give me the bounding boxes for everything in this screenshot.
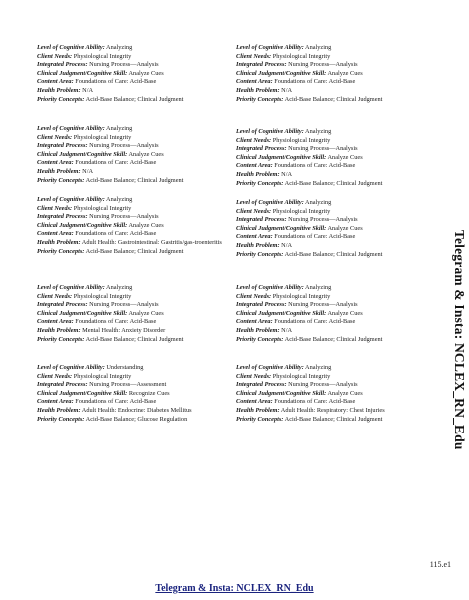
field-needs xyxy=(37,53,237,62)
field-label-judgment: Clinical Judgment/Cognitive Skill: xyxy=(37,69,128,77)
field-label-problem: Health Problem: xyxy=(37,167,81,175)
field-area xyxy=(37,318,237,327)
field-value-judgment: Analyze Cues xyxy=(327,224,363,232)
field-cognitive xyxy=(37,125,237,134)
field-label-problem: Health Problem: xyxy=(236,170,280,178)
field-label-concepts: Priority Concepts: xyxy=(236,335,284,343)
field-process xyxy=(236,301,436,310)
field-concepts xyxy=(37,248,237,257)
field-value-area: Foundations of Care: Acid-Base xyxy=(75,159,157,167)
field-needs xyxy=(236,137,436,146)
field-needs xyxy=(37,205,237,214)
rationale-block-6 xyxy=(236,199,436,259)
field-value-process: Nursing Process—Analysis xyxy=(89,61,159,69)
field-value-area: Foundations of Care: Acid-Base xyxy=(274,233,356,241)
field-label-process: Integrated Process: xyxy=(236,216,287,224)
field-value-needs: Physiological Integrity xyxy=(272,372,331,380)
field-label-cognitive: Level of Cognitive Ability: xyxy=(236,364,304,371)
field-label-judgment: Clinical Judgment/Cognitive Skill: xyxy=(236,224,327,232)
field-label-cognitive: Level of Cognitive Ability: xyxy=(236,199,304,206)
field-label-process: Integrated Process: xyxy=(236,301,287,309)
field-label-problem: Health Problem: xyxy=(37,86,81,94)
field-problem xyxy=(236,407,436,416)
field-value-problem: N/A xyxy=(281,326,292,334)
field-label-concepts: Priority Concepts: xyxy=(37,176,85,184)
field-area xyxy=(37,159,237,168)
field-judgment xyxy=(236,70,436,79)
field-problem xyxy=(236,87,436,96)
field-judgment xyxy=(37,151,237,160)
field-process xyxy=(236,381,436,390)
field-value-needs: Physiological Integrity xyxy=(272,207,331,215)
field-concepts xyxy=(236,180,436,189)
field-concepts xyxy=(236,96,436,105)
field-cognitive xyxy=(236,284,436,293)
field-value-problem: N/A xyxy=(82,167,93,175)
field-value-area: Foundations of Care: Acid-Base xyxy=(274,162,356,170)
field-label-concepts: Priority Concepts: xyxy=(236,179,284,187)
field-value-cognitive: Understanding xyxy=(106,364,144,371)
field-value-cognitive: Analyzing xyxy=(305,199,332,206)
field-label-cognitive: Level of Cognitive Ability: xyxy=(236,284,304,291)
field-process xyxy=(37,213,237,222)
field-label-problem: Health Problem: xyxy=(236,326,280,334)
field-cognitive xyxy=(37,284,237,293)
field-label-judgment: Clinical Judgment/Cognitive Skill: xyxy=(37,221,128,229)
field-judgment xyxy=(37,70,237,79)
field-value-cognitive: Analyzing xyxy=(106,125,133,132)
side-watermark-text: Telegram & Insta: NCLEX_RN_Edu xyxy=(452,230,467,450)
field-value-cognitive: Analyzing xyxy=(305,128,332,135)
field-label-needs: Client Needs: xyxy=(236,52,272,60)
field-value-judgment: Analyze Cues xyxy=(128,221,164,229)
field-label-area: Content Area: xyxy=(37,398,74,406)
field-label-needs: Client Needs: xyxy=(236,292,272,300)
field-label-cognitive: Level of Cognitive Ability: xyxy=(37,364,105,371)
field-label-area: Content Area: xyxy=(236,162,273,170)
field-value-concepts: Acid-Base Balance; Clinical Judgment xyxy=(284,250,383,258)
field-value-needs: Physiological Integrity xyxy=(73,372,132,380)
field-value-process: Nursing Process—Assessment xyxy=(89,381,167,389)
field-value-cognitive: Analyzing xyxy=(305,364,332,371)
field-area xyxy=(236,162,436,171)
field-value-problem: Adult Health: Respiratory: Chest Injuries xyxy=(280,406,385,414)
field-label-area: Content Area: xyxy=(236,78,273,86)
field-value-problem: N/A xyxy=(281,241,292,249)
field-value-needs: Physiological Integrity xyxy=(73,292,132,300)
rationale-block-8 xyxy=(236,284,436,344)
field-problem xyxy=(37,327,237,336)
field-judgment xyxy=(37,310,237,319)
field-value-cognitive: Analyzing xyxy=(106,44,133,51)
field-value-concepts: Acid-Base Balance; Clinical Judgment xyxy=(85,95,184,103)
field-value-process: Nursing Process—Analysis xyxy=(89,213,159,221)
field-concepts xyxy=(236,416,436,425)
field-needs xyxy=(236,373,436,382)
field-value-process: Nursing Process—Analysis xyxy=(288,301,358,309)
field-judgment xyxy=(236,390,436,399)
field-process xyxy=(236,61,436,70)
field-cognitive xyxy=(236,44,436,53)
field-cognitive xyxy=(37,364,237,373)
field-label-concepts: Priority Concepts: xyxy=(236,250,284,258)
field-label-concepts: Priority Concepts: xyxy=(236,95,284,103)
field-value-process: Nursing Process—Analysis xyxy=(288,216,358,224)
field-value-needs: Physiological Integrity xyxy=(73,204,132,212)
rationale-block-1 xyxy=(37,44,237,104)
field-value-concepts: Acid-Base Balance; Clinical Judgment xyxy=(85,176,184,184)
field-label-cognitive: Level of Cognitive Ability: xyxy=(236,44,304,51)
field-judgment xyxy=(37,222,237,231)
field-label-cognitive: Level of Cognitive Ability: xyxy=(37,125,105,132)
field-value-judgment: Analyze Cues xyxy=(128,69,164,77)
field-label-cognitive: Level of Cognitive Ability: xyxy=(37,196,105,203)
field-judgment xyxy=(236,310,436,319)
field-label-area: Content Area: xyxy=(37,318,74,326)
field-process xyxy=(37,142,237,151)
field-value-problem: N/A xyxy=(82,86,93,94)
rationale-block-9 xyxy=(37,364,237,424)
field-label-concepts: Priority Concepts: xyxy=(37,335,85,343)
field-value-concepts: Acid-Base Balance; Clinical Judgment xyxy=(284,415,383,423)
field-area xyxy=(236,233,436,242)
field-value-area: Foundations of Care: Acid-Base xyxy=(75,318,157,326)
field-label-problem: Health Problem: xyxy=(236,86,280,94)
field-value-cognitive: Analyzing xyxy=(106,196,133,203)
field-problem xyxy=(236,327,436,336)
field-value-concepts: Acid-Base Balance; Clinical Judgment xyxy=(284,335,383,343)
rationale-block-3 xyxy=(37,125,237,185)
field-label-area: Content Area: xyxy=(236,233,273,241)
field-label-problem: Health Problem: xyxy=(37,326,81,334)
rationale-block-4 xyxy=(236,128,436,188)
field-process xyxy=(37,61,237,70)
field-label-concepts: Priority Concepts: xyxy=(236,415,284,423)
field-area xyxy=(37,78,237,87)
field-value-problem: Adult Health: Endocrine: Diabetes Mellitus xyxy=(81,406,192,414)
field-area xyxy=(37,398,237,407)
field-value-cognitive: Analyzing xyxy=(305,284,332,291)
field-value-cognitive: Analyzing xyxy=(305,44,332,51)
field-cognitive xyxy=(236,364,436,373)
field-value-judgment: Analyze Cues xyxy=(327,69,363,77)
field-label-judgment: Clinical Judgment/Cognitive Skill: xyxy=(37,150,128,158)
field-area xyxy=(236,318,436,327)
field-concepts xyxy=(37,416,237,425)
field-label-cognitive: Level of Cognitive Ability: xyxy=(37,284,105,291)
field-area xyxy=(236,78,436,87)
field-label-needs: Client Needs: xyxy=(37,133,73,141)
field-label-process: Integrated Process: xyxy=(236,145,287,153)
field-label-process: Integrated Process: xyxy=(236,381,287,389)
field-problem xyxy=(37,239,237,248)
rationale-block-10 xyxy=(236,364,436,424)
field-value-concepts: Acid-Base Balance; Clinical Judgment xyxy=(85,247,184,255)
field-problem xyxy=(37,407,237,416)
field-label-concepts: Priority Concepts: xyxy=(37,247,85,255)
field-label-area: Content Area: xyxy=(236,398,273,406)
field-label-cognitive: Level of Cognitive Ability: xyxy=(37,44,105,51)
field-label-area: Content Area: xyxy=(37,78,74,86)
field-label-problem: Health Problem: xyxy=(37,406,81,414)
field-value-needs: Physiological Integrity xyxy=(272,52,331,60)
field-label-needs: Client Needs: xyxy=(236,207,272,215)
field-area xyxy=(236,398,436,407)
field-label-judgment: Clinical Judgment/Cognitive Skill: xyxy=(236,309,327,317)
field-cognitive xyxy=(236,128,436,137)
field-judgment xyxy=(236,225,436,234)
field-value-process: Nursing Process—Analysis xyxy=(288,381,358,389)
field-needs xyxy=(37,293,237,302)
field-needs xyxy=(37,373,237,382)
field-value-concepts: Acid-Base Balance; Clinical Judgment xyxy=(85,335,184,343)
field-value-concepts: Acid-Base Balance; Clinical Judgment xyxy=(284,95,383,103)
field-needs xyxy=(236,293,436,302)
field-label-needs: Client Needs: xyxy=(236,136,272,144)
field-value-needs: Physiological Integrity xyxy=(272,136,331,144)
field-judgment xyxy=(236,154,436,163)
field-concepts xyxy=(236,336,436,345)
field-label-needs: Client Needs: xyxy=(37,292,73,300)
field-process xyxy=(236,145,436,154)
field-value-judgment: Analyze Cues xyxy=(128,150,164,158)
field-label-needs: Client Needs: xyxy=(37,204,73,212)
field-label-concepts: Priority Concepts: xyxy=(37,95,85,103)
field-value-area: Foundations of Care: Acid-Base xyxy=(75,78,157,86)
field-process xyxy=(37,301,237,310)
field-problem xyxy=(37,168,237,177)
field-value-concepts: Acid-Base Balance; Glucose Regulation xyxy=(85,415,188,423)
field-label-process: Integrated Process: xyxy=(37,381,88,389)
field-value-judgment: Analyze Cues xyxy=(327,389,363,397)
field-label-process: Integrated Process: xyxy=(37,301,88,309)
field-needs xyxy=(236,53,436,62)
field-value-judgment: Recognize Cues xyxy=(128,389,170,397)
field-value-judgment: Analyze Cues xyxy=(128,309,164,317)
page-number: 115.e1 xyxy=(429,560,451,569)
field-value-problem: Adult Health: Gastrointestinal: Gastritis/gas-troenteritis xyxy=(81,238,222,246)
field-label-problem: Health Problem: xyxy=(236,241,280,249)
footer-link[interactable]: Telegram & Insta: NCLEX_RN_Edu xyxy=(155,583,314,594)
field-value-process: Nursing Process—Analysis xyxy=(288,61,358,69)
field-value-process: Nursing Process—Analysis xyxy=(89,142,159,150)
field-label-judgment: Clinical Judgment/Cognitive Skill: xyxy=(37,309,128,317)
field-problem xyxy=(236,171,436,180)
field-area xyxy=(37,230,237,239)
field-label-needs: Client Needs: xyxy=(37,372,73,380)
field-needs xyxy=(236,208,436,217)
field-value-problem: N/A xyxy=(281,170,292,178)
field-value-judgment: Analyze Cues xyxy=(327,309,363,317)
field-cognitive xyxy=(236,199,436,208)
field-value-process: Nursing Process—Analysis xyxy=(288,145,358,153)
rationale-block-5 xyxy=(37,196,237,256)
field-value-area: Foundations of Care: Acid-Base xyxy=(274,318,356,326)
field-label-process: Integrated Process: xyxy=(37,142,88,150)
field-label-problem: Health Problem: xyxy=(236,406,280,414)
field-label-cognitive: Level of Cognitive Ability: xyxy=(236,128,304,135)
field-judgment xyxy=(37,390,237,399)
field-value-cognitive: Analyzing xyxy=(106,284,133,291)
field-label-judgment: Clinical Judgment/Cognitive Skill: xyxy=(236,153,327,161)
field-concepts xyxy=(236,251,436,260)
field-concepts xyxy=(37,96,237,105)
field-label-judgment: Clinical Judgment/Cognitive Skill: xyxy=(37,389,128,397)
field-value-concepts: Acid-Base Balance; Clinical Judgment xyxy=(284,179,383,187)
field-cognitive xyxy=(37,44,237,53)
field-value-area: Foundations of Care: Acid-Base xyxy=(274,78,356,86)
field-label-area: Content Area: xyxy=(236,318,273,326)
field-problem xyxy=(236,242,436,251)
field-value-area: Foundations of Care: Acid-Base xyxy=(274,398,356,406)
field-label-process: Integrated Process: xyxy=(236,61,287,69)
field-process xyxy=(236,216,436,225)
field-label-area: Content Area: xyxy=(37,230,74,238)
field-label-needs: Client Needs: xyxy=(236,372,272,380)
field-label-process: Integrated Process: xyxy=(37,61,88,69)
field-value-needs: Physiological Integrity xyxy=(272,292,331,300)
field-value-needs: Physiological Integrity xyxy=(73,52,132,60)
field-value-problem: Mental Health: Anxiety Disorder xyxy=(82,326,166,334)
field-needs xyxy=(37,134,237,143)
field-process xyxy=(37,381,237,390)
field-cognitive xyxy=(37,196,237,205)
field-label-concepts: Priority Concepts: xyxy=(37,415,85,423)
field-concepts xyxy=(37,177,237,186)
rationale-block-2 xyxy=(236,44,436,104)
field-value-problem: N/A xyxy=(281,86,292,94)
field-value-area: Foundations of Care: Acid-Base xyxy=(75,398,157,406)
field-label-needs: Client Needs: xyxy=(37,52,73,60)
field-label-judgment: Clinical Judgment/Cognitive Skill: xyxy=(236,389,327,397)
field-label-area: Content Area: xyxy=(37,159,74,167)
field-value-judgment: Analyze Cues xyxy=(327,153,363,161)
field-label-problem: Health Problem: xyxy=(37,238,81,246)
field-value-area: Foundations of Care: Acid-Base xyxy=(75,230,157,238)
field-concepts xyxy=(37,336,237,345)
field-problem xyxy=(37,87,237,96)
rationale-block-7 xyxy=(37,284,237,344)
field-label-judgment: Clinical Judgment/Cognitive Skill: xyxy=(236,69,327,77)
field-value-process: Nursing Process—Analysis xyxy=(89,301,159,309)
field-value-needs: Physiological Integrity xyxy=(73,133,132,141)
field-label-process: Integrated Process: xyxy=(37,213,88,221)
